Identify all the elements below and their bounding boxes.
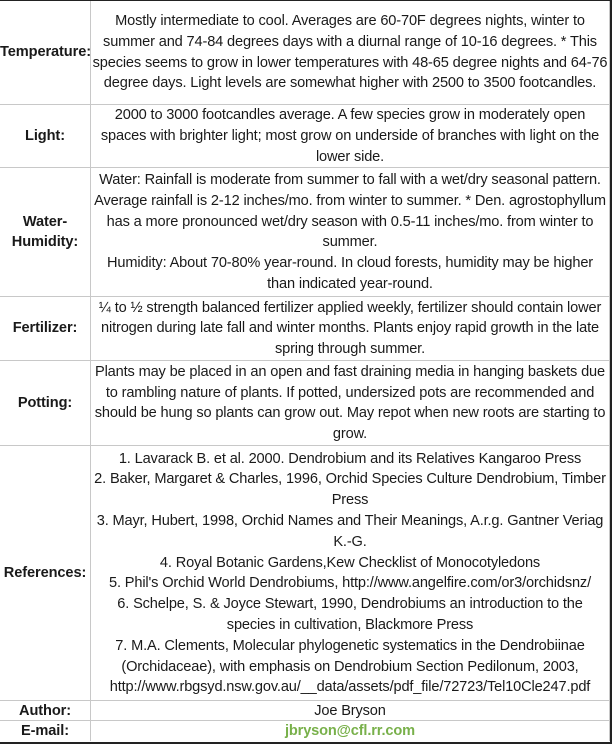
humidity-text: Humidity: About 70-80% year-round. In cloud forests, humidity may be higher than indicated year-round. <box>107 255 593 292</box>
potting-row <box>0 361 610 446</box>
temperature-row <box>0 1 610 105</box>
author-row <box>0 701 610 721</box>
water-humidity-value <box>91 168 610 297</box>
fertilizer-label: Fertilizer: <box>0 297 91 361</box>
fertilizer-row <box>0 297 610 361</box>
email-row <box>0 721 610 742</box>
temperature-label: Temperature: <box>0 1 91 105</box>
reference-item-link: 5. Phil's Orchid World Dendrobiums, http://www.angelfire.com/or3/orchidsnz/ <box>109 575 591 592</box>
light-label: Light: <box>0 105 91 168</box>
reference-item-link: 7. M.A. Clements, Molecular phylogenetic systematics in the Dendrobiinae (Orchidaceae), with emphasis on Dendrobium Section Pedilonum, 2003, http://www.rbgsyd.nsw.gov.au/__data/assets/pdf_file/72723/Tel10Cle247.pdf <box>109 637 591 696</box>
email-cell <box>91 721 610 742</box>
light-row <box>0 105 610 168</box>
references-label: References: <box>0 446 91 701</box>
culture-table <box>0 1 610 741</box>
light-value: 2000 to 3000 footcandles average. A few species grow in moderately open spaces with brighter light; most grow on underside of branches with light on the lower side. <box>91 105 610 168</box>
reference-item: 2. Baker, Margaret & Charles, 1996, Orchid Species Culture Dendrobium, Timber Press <box>94 471 606 509</box>
references-list <box>91 446 610 701</box>
reference-item: 6. Schelpe, S. & Joyce Stewart, 1990, Dendrobiums an introduction to the species in cultivation, Blackmore Press <box>117 596 583 633</box>
author-label: Author: <box>0 701 91 721</box>
potting-value: Plants may be placed in an open and fast draining media in hanging baskets due to rambling nature of plants. If potted, undersized pots are recommended and should be hung so plants can grow out. May repot when new roots are starting to grow. <box>91 361 610 446</box>
email-label: E-mail: <box>0 721 91 742</box>
author-value: Joe Bryson <box>91 701 610 721</box>
water-humidity-row <box>0 168 610 297</box>
temperature-value: Mostly intermediate to cool. Averages are 60-70F degrees nights, winter to summer and 74-84 degrees days with a diurnal range of 10-16 degrees. * This species seems to grow in lower temperatures with 48-65 degree nights and 64-76 degree days. Light levels are somewhat higher with 2500 to 3500 footcandles. <box>91 1 610 105</box>
reference-item: 3. Mayr, Hubert, 1998, Orchid Names and Their Meanings, A.r.g. Gantner Veriag K.-G. <box>96 513 604 550</box>
fertilizer-value: ¼ to ½ strength balanced fertilizer applied weekly, fertilizer should contain lower nitrogen during late fall and winter months. Plants enjoy rapid growth in the late spring through summer. <box>91 297 610 361</box>
reference-item: 1. Lavarack B. et al. 2000. Dendrobium and its Relatives Kangaroo Press <box>118 450 582 467</box>
references-row <box>0 446 610 701</box>
water-humidity-label: Water-Humidity: <box>0 168 91 297</box>
reference-item: 4. Royal Botanic Gardens,Kew Checklist of Monocotyledons <box>159 554 541 571</box>
water-text: Water: Rainfall is moderate from summer to fall with a wet/dry seasonal pattern. Average rainfall is 2-12 inches/mo. from winter to summer. * Den. agrostophyllum has a more pronounced wet/dry season with 0.5-11 inches/mo. from winter to summer. <box>94 172 606 251</box>
potting-label: Potting: <box>0 361 91 446</box>
email-link[interactable]: jbryson@cfl.rr.com <box>285 722 415 739</box>
